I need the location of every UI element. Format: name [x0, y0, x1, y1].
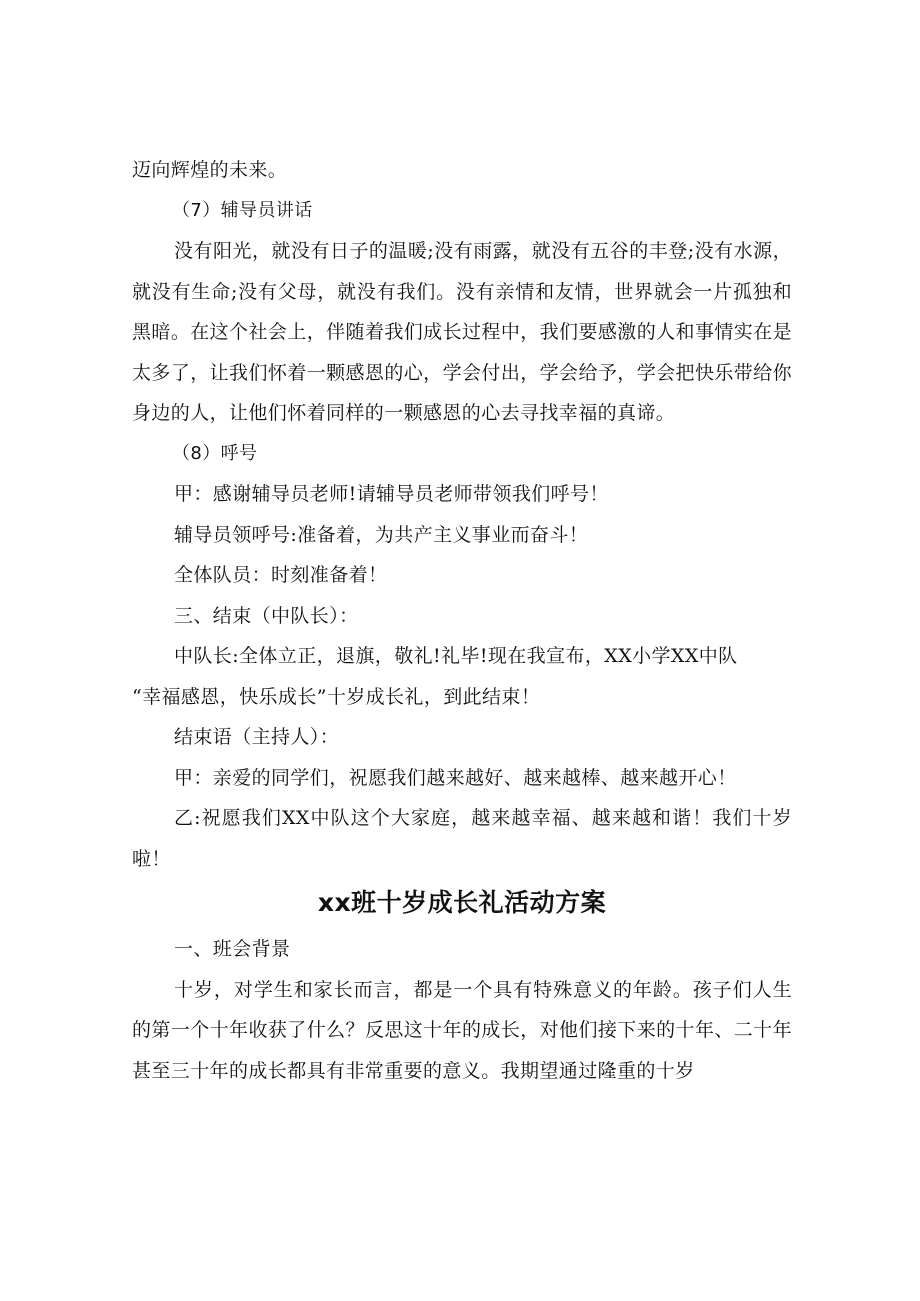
- document-body: [132, 150, 792, 1091]
- captain-line-2: “幸福感恩，快乐成长”十岁成长礼，到此结束！: [132, 685, 541, 708]
- jia-thanks-line: 甲：感谢辅导员老师!请辅导员老师带领我们呼号！: [174, 483, 609, 505]
- closing-label: 结束语（主持人）：: [174, 726, 340, 748]
- yi-closing-paragraph: 乙:祝愿我们XX中队这个大家庭，越来越幸福、越来越和谐！我们十岁啦！: [132, 807, 792, 870]
- counselor-call-line: 辅导员领呼号:准备着，为共产主义事业而奋斗！: [174, 523, 589, 546]
- continuation-text: 迈向辉煌的未来。: [132, 159, 288, 181]
- section-3-heading: 三、结束（中队长）：: [174, 604, 359, 627]
- item-8-heading: （8）呼号: [172, 442, 258, 464]
- background-paragraph: 十岁，对学生和家长而言，都是一个具有特殊意义的年龄。孩子们人生的第一个十年收获了什么？反思这十年的成长，对他们接下来的十年、二十年甚至三十年的成长都具有非常重要的意义。我期望通过隆重的十岁: [132, 978, 792, 1082]
- all-members-line: 全体队员：时刻准备着！: [174, 564, 388, 586]
- jia-closing-line: 甲：亲爱的同学们，祝愿我们越来越好、越来越棒、越来越开心！: [174, 766, 737, 789]
- section-title: xx班十岁成长礼活动方案: [317, 888, 607, 917]
- item-7-heading: （7）辅导员讲话: [172, 199, 313, 221]
- background-heading: 一、班会背景: [174, 938, 291, 960]
- counselor-speech-paragraph: 没有阳光，就没有日子的温暖;没有雨露，就没有五谷的丰登;没有水源，就没有生命;没有父母，就没有我们。没有亲情和友情，世界就会一片孤独和黑暗。在这个社会上，伴随着我们成长过程中，我们要感激的人和事情实在是太多了，让我们怀着一颗感恩的心，学会付出，学会给予，学会把快乐带给你身边的人，让他们怀着同样的一颗感恩的心去寻找幸福的真谛。: [132, 240, 792, 424]
- captain-line-1: 中队长:全体立正，退旗，敬礼!礼毕!现在我宣布，XX小学XX中队: [174, 645, 738, 667]
